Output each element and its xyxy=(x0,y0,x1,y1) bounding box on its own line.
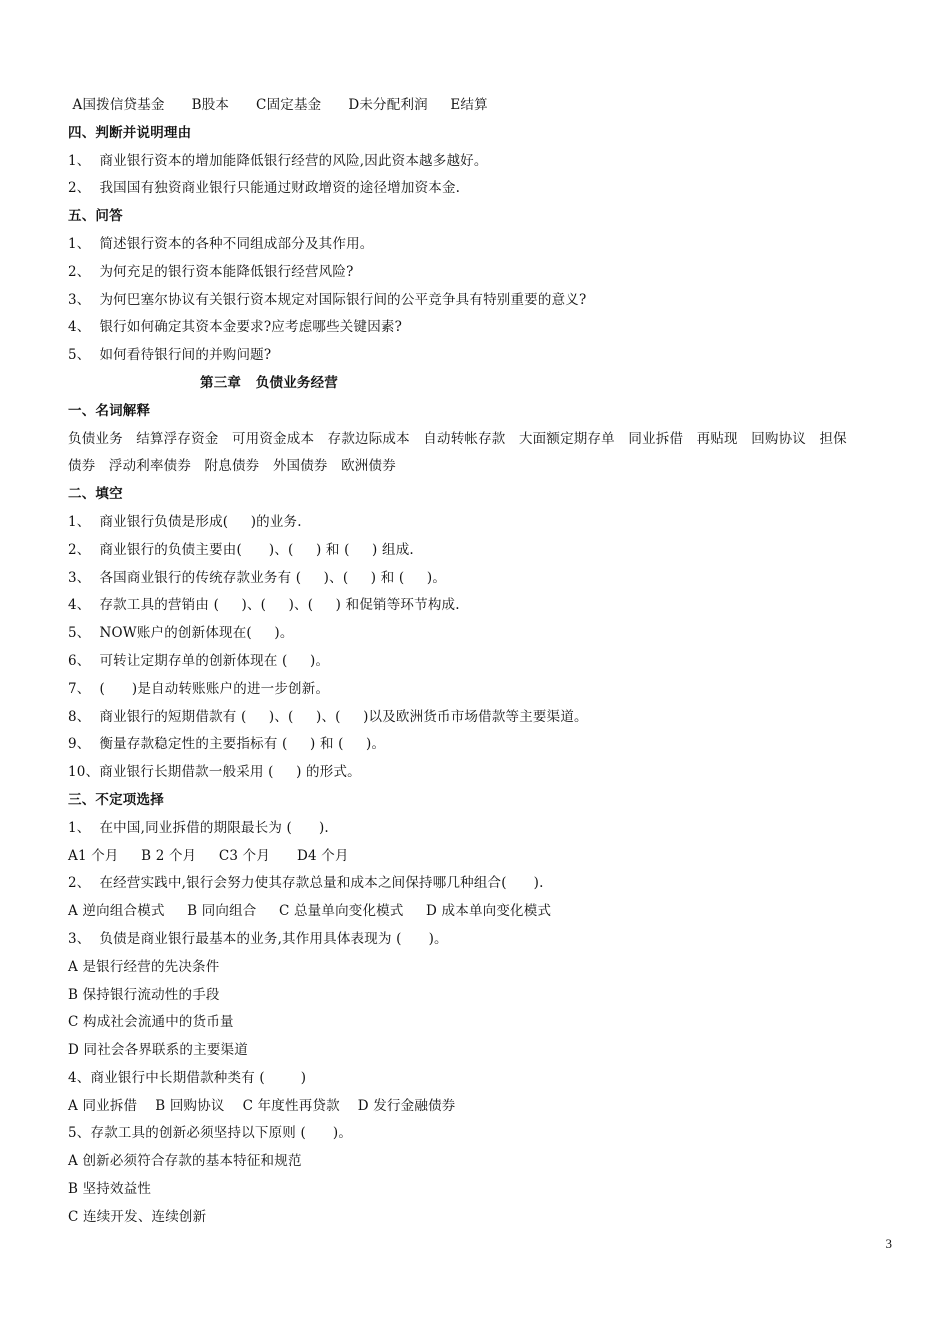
text-line: A 逆向组合模式 B 同向组合 C 总量单向变化模式 D 成本单向变化模式 xyxy=(68,903,552,920)
text-line: 2、 我国国有独资商业银行只能通过财政增资的途径增加资本金. xyxy=(68,180,461,197)
text-line: 2、 为何充足的银行资本能降低银行经营风险? xyxy=(68,263,354,280)
text-line: 负债业务 结算浮存资金 可用资金成本 存款边际成本 自动转帐存款 大面额定期存单 同业拆借 再贴现 回购协议 担保 xyxy=(68,430,847,447)
section-heading: 第三章 负债业务经营 xyxy=(200,374,338,391)
text-line: 5、 如何看待银行间的并购问题? xyxy=(68,347,272,364)
text-line: 3、 负债是商业银行最基本的业务,其作用具体表现为 ( )。 xyxy=(68,930,448,947)
text-line: 4、 存款工具的营销由 ( )、( )、( ) 和促销等环节构成. xyxy=(68,597,460,614)
text-line: A 是银行经营的先决条件 xyxy=(68,958,220,975)
text-line: 债券 浮动利率债券 附息债券 外国债券 欧洲债券 xyxy=(68,458,396,475)
text-line: 1、 商业银行负债是形成( )的业务. xyxy=(68,513,302,530)
text-line: B 坚持效益性 xyxy=(68,1181,152,1198)
text-line: 1、 简述银行资本的各种不同组成部分及其作用。 xyxy=(68,235,374,252)
text-line: C 构成社会流通中的货币量 xyxy=(68,1014,234,1031)
text-line: 8、 商业银行的短期借款有 ( )、( )、( )以及欧洲货币市场借款等主要渠道。 xyxy=(68,708,588,725)
text-line: 2、 在经营实践中,银行会努力使其存款总量和成本之间保持哪几种组合( ). xyxy=(68,875,544,892)
section-heading: 四、判断并说明理由 xyxy=(68,124,192,141)
text-line: 3、 为何巴塞尔协议有关银行资本规定对国际银行间的公平竞争具有特别重要的意义? xyxy=(68,291,587,308)
section-heading: 一、名词解释 xyxy=(68,402,151,419)
text-line: 6、 可转让定期存单的创新体现在 ( )。 xyxy=(68,652,330,669)
text-line: 1、 在中国,同业拆借的期限最长为 ( ). xyxy=(68,819,329,836)
text-line: 9、 衡量存款稳定性的主要指标有 ( ) 和 ( )。 xyxy=(68,736,386,753)
text-line: A 同业拆借 B 回购协议 C 年度性再贷款 D 发行金融债券 xyxy=(68,1097,456,1114)
section-heading: 二、填空 xyxy=(68,486,123,503)
text-line: 1、 商业银行资本的增加能降低银行经营的风险,因此资本越多越好。 xyxy=(68,152,488,169)
text-line: A1 个月 B 2 个月 C3 个月 D4 个月 xyxy=(68,847,349,864)
text-line: 7、 ( )是自动转账账户的进一步创新。 xyxy=(68,680,330,697)
document-body xyxy=(68,92,898,1232)
text-line: 4、 银行如何确定其资本金要求?应考虑哪些关键因素? xyxy=(68,319,403,336)
text-line: 5、 NOW账户的创新体现在( )。 xyxy=(68,625,294,642)
text-line: 10、商业银行长期借款一般采用 ( ) 的形式。 xyxy=(68,764,361,781)
text-line: 5、存款工具的创新必须坚持以下原则 ( )。 xyxy=(68,1125,353,1142)
text-line: 4、商业银行中长期借款种类有 ( ) xyxy=(68,1069,307,1086)
text-line: 2、 商业银行的负债主要由( )、( ) 和 ( ) 组成. xyxy=(68,541,414,558)
section-heading: 三、不定项选择 xyxy=(68,791,164,808)
text-line: D 同社会各界联系的主要渠道 xyxy=(68,1042,248,1059)
text-line: A国拨信贷基金 B股本 C固定基金 D未分配利润 E结算 xyxy=(68,97,488,113)
text-line: C 连续开发、连续创新 xyxy=(68,1208,207,1225)
text-line: A 创新必须符合存款的基本特征和规范 xyxy=(68,1153,302,1170)
page-number: 3 xyxy=(885,1236,892,1251)
section-heading: 五、问答 xyxy=(68,208,123,225)
text-line: 3、 各国商业银行的传统存款业务有 ( )、( ) 和 ( )。 xyxy=(68,569,447,586)
text-line: B 保持银行流动性的手段 xyxy=(68,986,220,1003)
